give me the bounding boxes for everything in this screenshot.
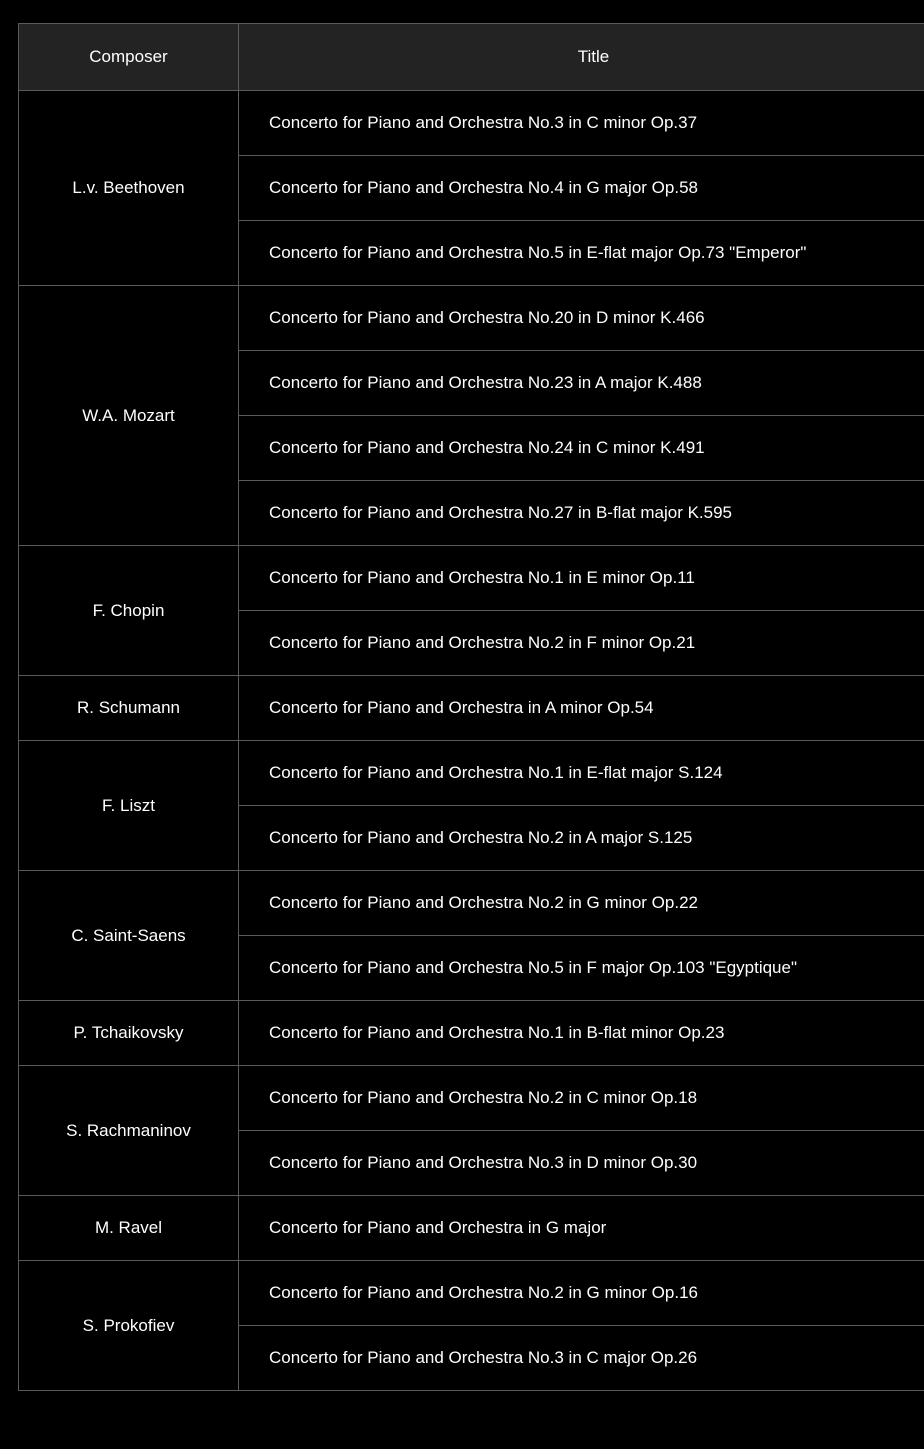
table-row [19, 1261, 924, 1326]
title-cell: Concerto for Piano and Orchestra No.2 in C minor Op.18 [239, 1066, 924, 1131]
table-row [19, 91, 924, 156]
title-cell: Concerto for Piano and Orchestra No.5 in E-flat major Op.73 "Emperor" [239, 221, 924, 286]
title-cell: Concerto for Piano and Orchestra No.3 in C major Op.26 [239, 1326, 924, 1391]
table-body [19, 91, 924, 1391]
title-cell: Concerto for Piano and Orchestra in A minor Op.54 [239, 676, 924, 741]
composer-cell: R. Schumann [19, 676, 239, 741]
title-cell: Concerto for Piano and Orchestra No.5 in F major Op.103 "Egyptique" [239, 936, 924, 1001]
title-cell: Concerto for Piano and Orchestra No.1 in B-flat minor Op.23 [239, 1001, 924, 1066]
title-cell: Concerto for Piano and Orchestra No.20 in D minor K.466 [239, 286, 924, 351]
table-row [19, 1001, 924, 1066]
title-cell: Concerto for Piano and Orchestra No.2 in G minor Op.22 [239, 871, 924, 936]
header-row [19, 24, 924, 91]
table-row [19, 546, 924, 611]
composer-cell: S. Rachmaninov [19, 1066, 239, 1196]
concerto-table [18, 23, 924, 1391]
title-cell: Concerto for Piano and Orchestra No.1 in E-flat major S.124 [239, 741, 924, 806]
table-row [19, 871, 924, 936]
title-cell: Concerto for Piano and Orchestra No.2 in F minor Op.21 [239, 611, 924, 676]
title-cell: Concerto for Piano and Orchestra No.3 in D minor Op.30 [239, 1131, 924, 1196]
table-row [19, 1196, 924, 1261]
title-cell: Concerto for Piano and Orchestra No.1 in E minor Op.11 [239, 546, 924, 611]
composer-cell: C. Saint-Saens [19, 871, 239, 1001]
composer-cell: M. Ravel [19, 1196, 239, 1261]
title-cell: Concerto for Piano and Orchestra No.27 in B-flat major K.595 [239, 481, 924, 546]
title-cell: Concerto for Piano and Orchestra No.24 in C minor K.491 [239, 416, 924, 481]
table-row [19, 676, 924, 741]
title-cell: Concerto for Piano and Orchestra in G major [239, 1196, 924, 1261]
composer-cell: L.v. Beethoven [19, 91, 239, 286]
title-cell: Concerto for Piano and Orchestra No.4 in G major Op.58 [239, 156, 924, 221]
composer-cell: F. Chopin [19, 546, 239, 676]
composer-cell: W.A. Mozart [19, 286, 239, 546]
header-title: Title [239, 24, 924, 91]
composer-cell: P. Tchaikovsky [19, 1001, 239, 1066]
title-cell: Concerto for Piano and Orchestra No.3 in C minor Op.37 [239, 91, 924, 156]
title-cell: Concerto for Piano and Orchestra No.2 in A major S.125 [239, 806, 924, 871]
title-cell: Concerto for Piano and Orchestra No.23 in A major K.488 [239, 351, 924, 416]
header-composer: Composer [19, 24, 239, 91]
concerto-table-container [18, 23, 924, 1391]
table-header [19, 24, 924, 91]
title-cell: Concerto for Piano and Orchestra No.2 in G minor Op.16 [239, 1261, 924, 1326]
table-row [19, 741, 924, 806]
table-row [19, 286, 924, 351]
composer-cell: F. Liszt [19, 741, 239, 871]
composer-cell: S. Prokofiev [19, 1261, 239, 1391]
table-row [19, 1066, 924, 1131]
